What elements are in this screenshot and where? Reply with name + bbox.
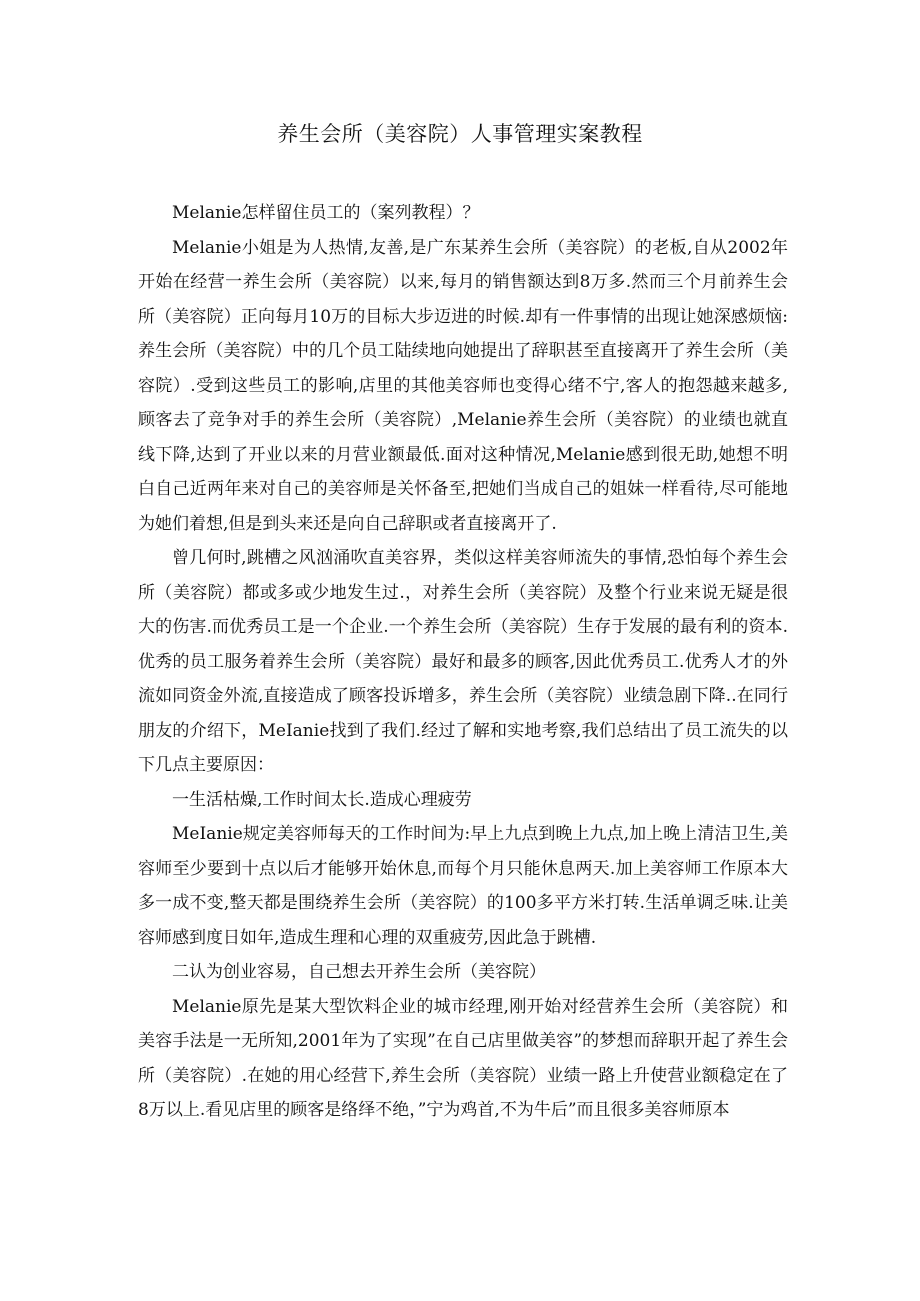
document-body [138,196,788,1128]
paragraph-intro: Melanie小姐是为人热情,友善,是广东某养生会所（美容院）的老板,自从2002年开始在经营一养生会所（美容院）以来,每月的销售额达到8万多.然而三个月前养生会所（美容院）正向每月10万的目标大步迈进的时候.却有一件事情的出现让她深感烦恼:养生会所（美容院）中的几个员工陆续地向她提出了辞职甚至直接离开了养生会所（美容院）.受到这些员工的影响,店里的其他美容师也变得心绪不宁,客人的抱怨越来越多,顾客去了竞争对手的养生会所（美容院）,Melanie养生会所（美容院）的业绩也就直线下降,达到了开业以来的月营业额最低.面对这种情况,Melanie感到很无助,她想不明白自己近两年来对自己的美容师是关怀备至,把她们当成自己的姐妹一样看待,尽可能地为她们着想,但是到头来还是向自己辞职或者直接离开了. [138,237,788,534]
section-heading-2: 二认为创业容易，自己想去开养生会所（美容院） [172,962,546,982]
paragraph-analysis: 曾几何时,跳槽之风汹涌吹直美容界，类似这样美容师流失的事情,恐怕每个养生会所（美容院）都或多或少地发生过.，对养生会所（美容院）及整个行业来说无疑是很大的伤害.而优秀员工是一个企业.一个养生会所（美容院）生存于发展的最有利的资本.优秀的员工服务着养生会所（美容院）最好和最多的顾客,因此优秀员工.优秀人才的外流如同资金外流,直接造成了顾客投诉增多，养生会所（美容院）业绩急剧下降..在同行朋友的介绍下，MeIanie找到了我们.经过了解和实地考察,我们总结出了员工流失的以下几点主要原因： [138,548,788,775]
paragraph-reason-1: MeIanie规定美容师每天的工作时间为:早上九点到晚上九点,加上晚上清洁卫生,美容师至少要到十点以后才能够开始休息,而每个月只能休息两天.加上美容师工作原本大多一成不变,整天都是围绕养生会所（美容院）的100多平方米打转.生活单调乏味.让美容师感到度日如年,造成生理和心理的双重疲劳,因此急于跳槽. [138,824,788,948]
section-heading-1: 一生活枯燥,工作时间太长.造成心理疲劳 [172,789,472,810]
paragraph-question: Melanie怎样留住员工的（案列教程）？ [172,203,480,223]
paragraph-reason-2: Melanie原先是某大型饮料企业的城市经理,刚开始对经营养生会所（美容院）和美容手法是一无所知,2001年为了实现”在自己店里做美容”的梦想而辞职开起了养生会所（美容院）.在她的用心经营下,养生会所（美容院）业绩一路上升使营业额稳定在了8万以上.看见店里的顾客是络绎不绝，”宁为鸡首,不为牛后”而且很多美容师原本 [138,996,788,1120]
document-title: 养生会所（美容院）人事管理实案教程 [277,122,643,146]
